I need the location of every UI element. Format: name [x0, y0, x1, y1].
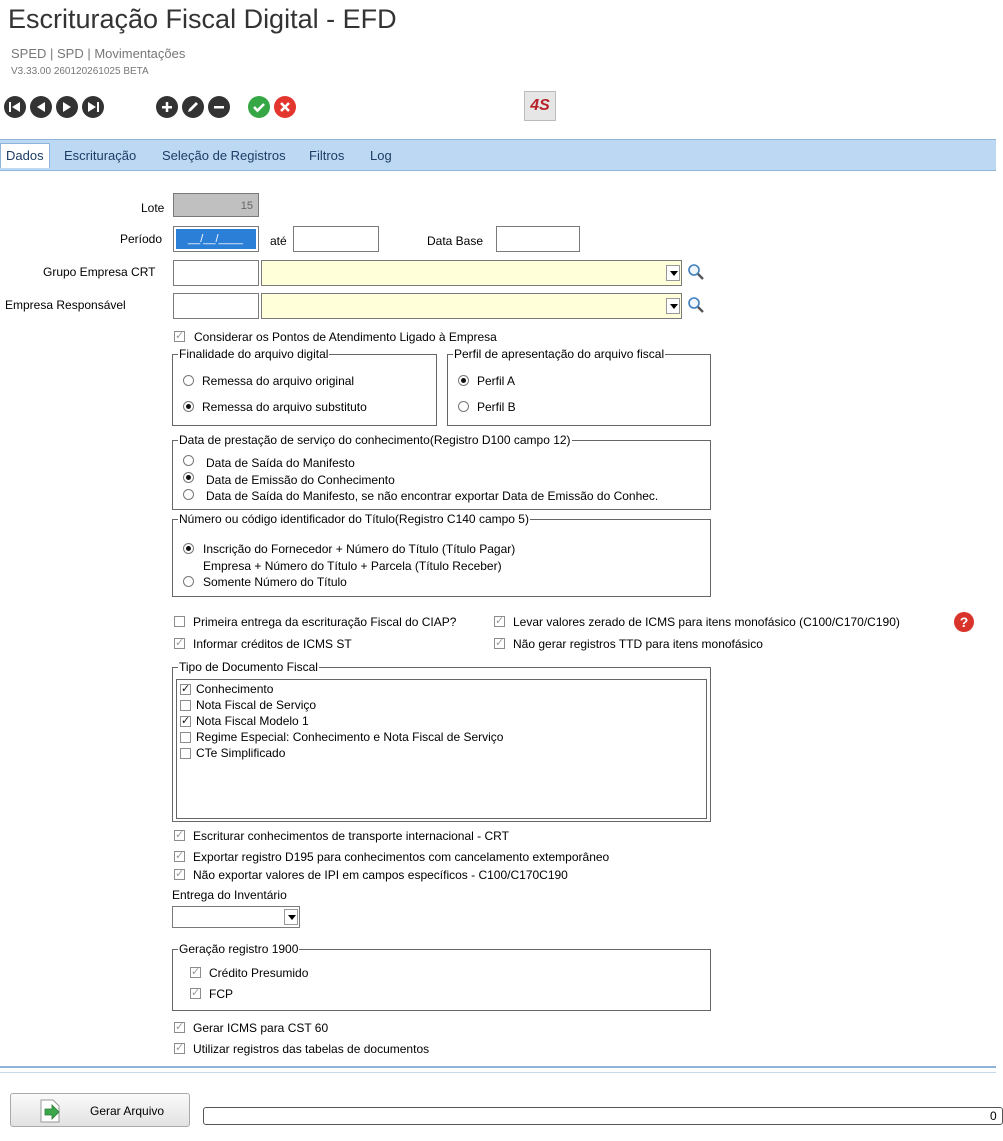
perfil-legend: Perfil de apresentação do arquivo fiscal: [454, 347, 665, 361]
prev-icon[interactable]: [30, 96, 52, 118]
numero-titulo-group: [172, 512, 711, 597]
tab-dados[interactable]: Dados: [0, 143, 50, 168]
list-item: Nota Fiscal Modelo 1: [196, 714, 309, 728]
tipo-documento-list[interactable]: [176, 679, 707, 819]
entrega-inventario-select[interactable]: [172, 906, 300, 928]
list-item: Conhecimento: [196, 682, 274, 696]
fcp-checkbox[interactable]: [190, 988, 201, 999]
periodo-value: __/__/____: [176, 229, 256, 249]
considerar-checkbox[interactable]: [174, 331, 185, 342]
utilizar-registros-checkbox[interactable]: [174, 1043, 185, 1054]
data-saida-label: Data de Saída do Manifesto: [206, 456, 355, 470]
informar-creditos-label: Informar créditos de ICMS ST: [193, 637, 352, 651]
list-item: Regime Especial: Conhecimento e Nota Fiscal de Serviço: [196, 730, 504, 744]
regime-especial-checkbox[interactable]: [180, 732, 191, 743]
data-base-input[interactable]: [496, 226, 580, 252]
gerar-arquivo-label: Gerar Arquivo: [90, 1104, 165, 1118]
perfil-b-label: Perfil B: [477, 400, 516, 414]
considerar-label: Considerar os Pontos de Atendimento Ligado à Empresa: [194, 330, 497, 344]
svg-text:?: ?: [959, 614, 969, 630]
utilizar-registros-label: Utilizar registros das tabelas de documentos: [193, 1042, 430, 1056]
search-icon[interactable]: [686, 262, 706, 282]
ate-label: até: [270, 234, 287, 248]
breadcrumb: SPED | SPD | Movimentações: [11, 46, 186, 61]
conhecimento-checkbox[interactable]: [180, 684, 191, 695]
nao-gerar-ttd-label: Não gerar registros TTD para itens monofásico: [513, 637, 763, 651]
empresa-responsavel-code-input[interactable]: [173, 293, 259, 319]
tab-selecao-registros[interactable]: Seleção de Registros: [162, 148, 286, 163]
list-item: Nota Fiscal de Serviço: [196, 698, 317, 712]
credito-presumido-label: Crédito Presumido: [209, 966, 309, 980]
app-logo: 4S: [524, 91, 556, 121]
finalidade-substituto-radio[interactable]: [183, 401, 194, 412]
nota-servico-checkbox[interactable]: [180, 700, 191, 711]
data-saida-emissao-radio[interactable]: [183, 489, 194, 500]
exportar-d195-checkbox[interactable]: [174, 851, 185, 862]
cancel-icon[interactable]: [274, 96, 296, 118]
entrega-inventario-label: Entrega do Inventário: [172, 888, 287, 902]
numero-titulo-legend: Número ou código identificador do Título(Registro C140 campo 5): [179, 512, 529, 526]
list-item: CTe Simplificado: [196, 746, 286, 760]
footer-divider-light: [0, 1072, 996, 1073]
primeira-entrega-checkbox[interactable]: [174, 616, 185, 627]
chevron-down-icon[interactable]: [666, 298, 680, 314]
credito-presumido-checkbox[interactable]: [190, 967, 201, 978]
next-icon[interactable]: [56, 96, 78, 118]
tipo-documento-group: [172, 660, 711, 822]
finalidade-original-label: Remessa do arquivo original: [202, 374, 355, 388]
help-icon[interactable]: [953, 611, 975, 633]
gerar-arquivo-button[interactable]: [10, 1093, 190, 1127]
cte-simplificado-checkbox[interactable]: [180, 748, 191, 759]
data-emissao-radio[interactable]: [183, 472, 194, 483]
primeira-entrega-label: Primeira entrega da escrituração Fiscal do CIAP?: [193, 615, 457, 629]
nao-gerar-ttd-checkbox[interactable]: [494, 638, 505, 649]
tipo-documento-legend: Tipo de Documento Fiscal: [179, 660, 318, 674]
footer-divider: [0, 1066, 996, 1068]
finalidade-original-radio[interactable]: [183, 375, 194, 386]
data-emissao-label: Data de Emissão do Conhecimento: [206, 473, 395, 487]
somente-numero-label: Somente Número do Título: [203, 575, 347, 589]
fcp-label: FCP: [209, 987, 233, 1001]
escriturar-checkbox[interactable]: [174, 830, 185, 841]
periodo-label: Período: [120, 232, 163, 246]
grupo-empresa-code-input[interactable]: [173, 260, 259, 286]
nota-modelo-1-checkbox[interactable]: [180, 716, 191, 727]
escriturar-label: Escriturar conhecimentos de transporte internacional - CRT: [193, 829, 509, 843]
confirm-icon[interactable]: [248, 96, 270, 118]
tab-log[interactable]: Log: [370, 148, 392, 163]
finalidade-substituto-label: Remessa do arquivo substituto: [202, 400, 367, 414]
grupo-empresa-label: Grupo Empresa CRT: [43, 265, 156, 279]
nao-exportar-ipi-checkbox[interactable]: [174, 869, 185, 880]
registro-1900-legend: Geração registro 1900: [179, 942, 299, 956]
periodo-fim-input[interactable]: [293, 226, 379, 252]
data-prestacao-legend: Data de prestação de serviço do conhecimento(Registro D100 campo 12): [179, 433, 571, 447]
search-icon[interactable]: [686, 295, 706, 315]
export-file-icon: [37, 1098, 63, 1124]
chevron-down-icon[interactable]: [284, 909, 298, 925]
empresa-responsavel-select[interactable]: [261, 293, 682, 319]
perfil-a-label: Perfil A: [477, 374, 516, 388]
last-icon[interactable]: [82, 96, 104, 118]
finalidade-group: [172, 347, 437, 426]
gerar-icms-checkbox[interactable]: [174, 1022, 185, 1033]
add-icon[interactable]: [156, 96, 178, 118]
tab-filtros[interactable]: Filtros: [309, 148, 345, 163]
edit-icon[interactable]: [182, 96, 204, 118]
tab-bar: [0, 139, 996, 171]
data-prestacao-group: [172, 433, 711, 510]
data-base-label: Data Base: [427, 234, 484, 248]
lote-label: Lote: [141, 201, 165, 215]
inscricao-fornecedor-radio[interactable]: [183, 543, 194, 554]
perfil-group: [447, 347, 711, 426]
first-icon[interactable]: [4, 96, 26, 118]
empresa-numero-label: Empresa + Número do Título + Parcela (Título Receber): [203, 559, 502, 573]
inscricao-fornecedor-label: Inscrição do Fornecedor + Número do Título (Título Pagar): [203, 542, 516, 556]
remove-icon[interactable]: [208, 96, 230, 118]
progress-value: 0: [990, 1109, 997, 1123]
somente-numero-radio[interactable]: [183, 576, 194, 587]
page-title: Escrituração Fiscal Digital - EFD: [8, 4, 397, 34]
exportar-d195-label: Exportar registro D195 para conhecimentos com cancelamento extemporâneo: [193, 850, 610, 864]
registro-1900-group: [172, 942, 711, 1011]
grupo-empresa-select[interactable]: [261, 260, 682, 286]
empresa-responsavel-label: Empresa Responsável: [5, 298, 126, 312]
data-saida-emissao-label: Data de Saída do Manifesto, se não encontrar exportar Data de Emissão do Conhec.: [206, 489, 659, 503]
finalidade-legend: Finalidade do arquivo digital: [179, 347, 329, 361]
nao-exportar-ipi-label: Não exportar valores de IPI em campos específicos - C100/C170C190: [193, 868, 568, 882]
progress-bar: [203, 1107, 1003, 1125]
version-label: V3.33.00 260120261025 BETA: [11, 66, 149, 77]
gerar-icms-label: Gerar ICMS para CST 60: [193, 1021, 329, 1035]
periodo-input[interactable]: [173, 226, 259, 252]
informar-creditos-checkbox[interactable]: [174, 638, 185, 649]
data-saida-radio[interactable]: [183, 455, 194, 466]
levar-valores-checkbox[interactable]: [494, 616, 505, 627]
levar-valores-label: Levar valores zerado de ICMS para itens monofásico (C100/C170/C190): [513, 615, 900, 629]
perfil-b-radio[interactable]: [458, 401, 469, 412]
tab-escrituracao[interactable]: Escrituração: [64, 148, 137, 163]
lote-field: 15: [173, 193, 259, 217]
chevron-down-icon[interactable]: [666, 265, 680, 281]
perfil-a-radio[interactable]: [458, 375, 469, 386]
